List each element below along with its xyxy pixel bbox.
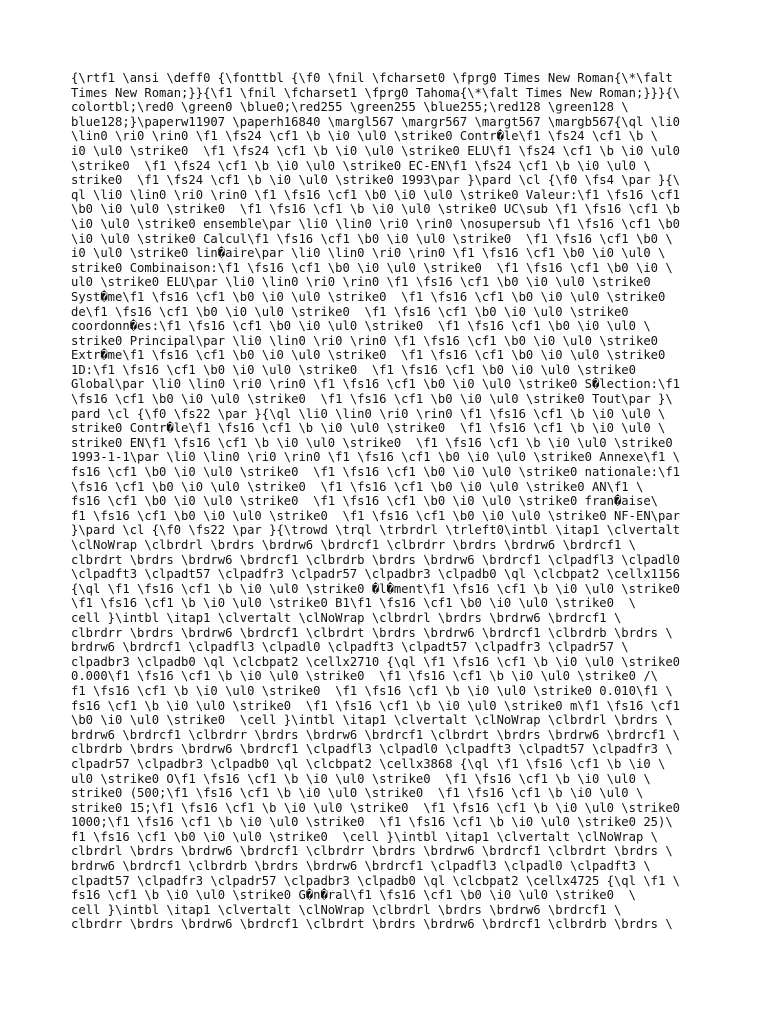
text-line: cell }\intbl \itap1 \clvertalt \clNoWrap \clbrdrl \brdrs \brdrw6 \brdrcf1 \ xyxy=(71,610,622,625)
text-line: clpadr57 \clpadbr3 \clpadb0 \ql \clcbpat2 \cellx3868 {\ql \f1 \fs16 \cf1 \b \i0 \ xyxy=(71,756,666,771)
text-line: 1993-1-1\par \li0 \lin0 \ri0 \rin0 \f1 \fs16 \cf1 \b0 \i0 \ul0 \strike0 Annexe\f1 \ xyxy=(71,450,681,465)
text-line: i0 \ul0 \strike0 \f1 \fs24 \cf1 \b \i0 \ul0 \strike0 ELU\f1 \fs24 \cf1 \b \i0 \ul0 xyxy=(71,143,681,158)
text-line: strike0 15;\f1 \fs16 \cf1 \b \i0 \ul0 \strike0 \f1 \fs16 \cf1 \b \i0 \ul0 \strike0 xyxy=(71,800,681,815)
text-line: strike0 (500;\f1 \fs16 \cf1 \b \i0 \ul0 \strike0 \f1 \fs16 \cf1 \b \i0 \ul0 \ xyxy=(71,786,644,801)
text-line: brdrw6 \brdrcf1 \clbrdrb \brdrs \brdrw6 \brdrcf1 \clpadfl3 \clpadl0 \clpadft3 \ xyxy=(71,859,651,874)
text-line: \clpadft3 \clpadt57 \clpadfr3 \clpadr57 \clpadbr3 \clpadb0 \ql \clcbpat2 \cellx1156 xyxy=(71,567,681,582)
text-line: ul0 \strike0 ELU\par \li0 \lin0 \ri0 \rin0 \f1 \fs16 \cf1 \b0 \i0 \ul0 \strike0 xyxy=(71,275,651,290)
text-line: clbrdrb \brdrs \brdrw6 \brdrcf1 \clpadfl3 \clpadl0 \clpadft3 \clpadt57 \clpadfr3 \ xyxy=(71,742,673,757)
text-line: Global\par \li0 \lin0 \ri0 \rin0 \f1 \fs16 \cf1 \b0 \i0 \ul0 \strike0 S�lection:\f1 xyxy=(71,377,681,392)
text-line: 1D:\f1 \fs16 \cf1 \b0 \i0 \ul0 \strike0 \f1 \fs16 \cf1 \b0 \i0 \ul0 \strike0 xyxy=(71,362,636,377)
text-line: ql \li0 \lin0 \ri0 \rin0 \f1 \fs16 \cf1 \b0 \i0 \ul0 \strike0 Valeur:\f1 \fs16 \cf1 xyxy=(71,187,681,202)
text-line: \b0 \i0 \ul0 \strike0 \f1 \fs16 \cf1 \b \i0 \ul0 \strike0 UC\sub \f1 \fs16 \cf1 \b xyxy=(71,202,681,217)
text-line: Extr�me\f1 \fs16 \cf1 \b0 \i0 \ul0 \strike0 \f1 \fs16 \cf1 \b0 \i0 \ul0 \strike0 xyxy=(71,348,666,363)
text-line: \fs16 \cf1 \b0 \i0 \ul0 \strike0 \f1 \fs16 \cf1 \b0 \i0 \ul0 \strike0 Tout\par }\ xyxy=(71,392,673,407)
text-line: \fs16 \cf1 \b0 \i0 \ul0 \strike0 \f1 \fs16 \cf1 \b0 \i0 \ul0 \strike0 AN\f1 \ xyxy=(71,479,644,494)
text-line: {\ql \f1 \fs16 \cf1 \b \i0 \ul0 \strike0 �l�ment\f1 \fs16 \cf1 \b \i0 \ul0 \strike0 xyxy=(71,581,681,596)
text-line: clpadbr3 \clpadb0 \ql \clcbpat2 \cellx2710 {\ql \f1 \fs16 \cf1 \b \i0 \ul0 \strike0 xyxy=(71,654,681,669)
text-line: fs16 \cf1 \b0 \i0 \ul0 \strike0 \f1 \fs16 \cf1 \b0 \i0 \ul0 \strike0 nationale:\f1 xyxy=(71,465,681,480)
text-line: \f1 \fs16 \cf1 \b \i0 \ul0 \strike0 B1\f1 \fs16 \cf1 \b0 \i0 \ul0 \strike0 \ xyxy=(71,596,636,611)
text-line: ul0 \strike0 O\f1 \fs16 \cf1 \b \i0 \ul0 \strike0 \f1 \fs16 \cf1 \b \i0 \ul0 \ xyxy=(71,771,651,786)
text-line: blue128;}\paperw11907 \paperh16840 \margl567 \margr567 \margt567 \margb567{\ql \li0 xyxy=(71,114,681,129)
text-line: clbrdrt \brdrs \brdrw6 \brdrcf1 \clbrdrb \brdrs \brdrw6 \brdrcf1 \clpadfl3 \clpadl0 xyxy=(71,552,681,567)
text-line: Syst�me\f1 \fs16 \cf1 \b0 \i0 \ul0 \strike0 \f1 \fs16 \cf1 \b0 \i0 \ul0 \strike0 xyxy=(71,289,666,304)
text-line: \b0 \i0 \ul0 \strike0 \cell }\intbl \itap1 \clvertalt \clNoWrap \clbrdrl \brdrs \ xyxy=(71,713,673,728)
text-line: clpadt57 \clpadfr3 \clpadr57 \clpadbr3 \clpadb0 \ql \clcbpat2 \cellx4725 {\ql \f1 \ xyxy=(71,873,681,888)
text-line: colortbl;\red0 \green0 \blue0;\red255 \green255 \blue255;\red128 \green128 \ xyxy=(71,100,629,115)
text-line: f1 \fs16 \cf1 \b \i0 \ul0 \strike0 \f1 \fs16 \cf1 \b \i0 \ul0 \strike0 0.010\f1 \ xyxy=(71,683,673,698)
text-line: 0.000\f1 \fs16 \cf1 \b \i0 \ul0 \strike0 \f1 \fs16 \cf1 \b \i0 \ul0 \strike0 /\ xyxy=(71,669,658,684)
text-line: de\f1 \fs16 \cf1 \b0 \i0 \ul0 \strike0 \f1 \fs16 \cf1 \b0 \i0 \ul0 \strike0 xyxy=(71,304,629,319)
text-line: brdrw6 \brdrcf1 \clbrdrr \brdrs \brdrw6 \brdrcf1 \clbrdrt \brdrs \brdrw6 \brdrcf1 \ xyxy=(71,727,681,742)
text-line: \i0 \ul0 \strike0 Calcul\f1 \fs16 \cf1 \b0 \i0 \ul0 \strike0 \f1 \fs16 \cf1 \b0 \ xyxy=(71,231,673,246)
text-line: strike0 Contr�le\f1 \fs16 \cf1 \b \i0 \ul0 \strike0 \f1 \fs16 \cf1 \b \i0 \ul0 \ xyxy=(71,421,666,436)
text-line: f1 \fs16 \cf1 \b0 \i0 \ul0 \strike0 \f1 \fs16 \cf1 \b0 \i0 \ul0 \strike0 NF-EN\par xyxy=(71,508,681,523)
text-line: \lin0 \ri0 \rin0 \f1 \fs24 \cf1 \b \i0 \ul0 \strike0 Contr�le\f1 \fs24 \cf1 \b \ xyxy=(71,129,658,144)
text-line: strike0 Principal\par \li0 \lin0 \ri0 \rin0 \f1 \fs16 \cf1 \b0 \i0 \ul0 \strike0 xyxy=(71,333,658,348)
text-line: 1000;\f1 \fs16 \cf1 \b \i0 \ul0 \strike0 \f1 \fs16 \cf1 \b \i0 \ul0 \strike0 25)\ xyxy=(71,815,673,830)
text-line: cell }\intbl \itap1 \clvertalt \clNoWrap \clbrdrl \brdrs \brdrw6 \brdrcf1 \ xyxy=(71,902,622,917)
text-line: strike0 \f1 \fs24 \cf1 \b \i0 \ul0 \strike0 1993\par }\pard \cl {\f0 \fs4 \par }{\ xyxy=(71,173,681,188)
text-line: {\rtf1 \ansi \deff0 {\fonttbl {\f0 \fnil \fcharset0 \fprg0 Times New Roman{\*\falt xyxy=(71,71,673,85)
text-line: \clNoWrap \clbrdrl \brdrs \brdrw6 \brdrcf1 \clbrdrr \brdrs \brdrw6 \brdrcf1 \ xyxy=(71,538,636,552)
text-line: coordonn�es:\f1 \fs16 \cf1 \b0 \i0 \ul0 \strike0 \f1 \fs16 \cf1 \b0 \i0 \ul0 \ xyxy=(71,319,651,334)
text-line: fs16 \cf1 \b \i0 \ul0 \strike0 \f1 \fs16 \cf1 \b \i0 \ul0 \strike0 m\f1 \fs16 \cf1 xyxy=(71,698,681,713)
text-line: brdrw6 \brdrcf1 \clpadfl3 \clpadl0 \clpadft3 \clpadt57 \clpadfr3 \clpadr57 \ xyxy=(71,640,629,655)
text-line: \i0 \ul0 \strike0 ensemble\par \li0 \lin0 \ri0 \rin0 \nosupersub \f1 \fs16 \cf1 \b0 xyxy=(71,216,681,231)
text-line: pard \cl {\f0 \fs22 \par }{\ql \li0 \lin0 \ri0 \rin0 \f1 \fs16 \cf1 \b \i0 \ul0 \ xyxy=(71,406,666,421)
text-line: strike0 Combinaison:\f1 \fs16 \cf1 \b0 \i0 \ul0 \strike0 \f1 \fs16 \cf1 \b0 \i0 \ xyxy=(71,260,673,275)
text-line: \strike0 \f1 \fs24 \cf1 \b \i0 \ul0 \strike0 EC-EN\f1 \fs24 \cf1 \b \i0 \ul0 \ xyxy=(71,158,651,173)
text-line: fs16 \cf1 \b0 \i0 \ul0 \strike0 \f1 \fs16 \cf1 \b0 \i0 \ul0 \strike0 fran�aise\ xyxy=(71,494,658,509)
text-line: clbrdrr \brdrs \brdrw6 \brdrcf1 \clbrdrt \brdrs \brdrw6 \brdrcf1 \clbrdrb \brdrs \ xyxy=(71,917,673,932)
text-line: fs16 \cf1 \b \i0 \ul0 \strike0 G�n�ral\f1 \fs16 \cf1 \b0 \i0 \ul0 \strike0 \ xyxy=(71,888,636,903)
text-line: }\pard \cl {\f0 \fs22 \par }{\trowd \trql \trbrdrl \trleft0\intbl \itap1 \clvertalt xyxy=(71,523,681,538)
text-line: f1 \fs16 \cf1 \b0 \i0 \ul0 \strike0 \cell }\intbl \itap1 \clvertalt \clNoWrap \ xyxy=(71,829,658,844)
text-line: clbrdrr \brdrs \brdrw6 \brdrcf1 \clbrdrt \brdrs \brdrw6 \brdrcf1 \clbrdrb \brdrs \ xyxy=(71,625,673,640)
text-line: Times New Roman;}}{\f1 \fnil \fcharset1 \fprg0 Tahoma{\*\falt Times New Roman;}}}{\ xyxy=(71,85,681,100)
text-line: strike0 EN\f1 \fs16 \cf1 \b \i0 \ul0 \strike0 \f1 \fs16 \cf1 \b \i0 \ul0 \strike0 xyxy=(71,435,673,450)
text-line: clbrdrl \brdrs \brdrw6 \brdrcf1 \clbrdrr \brdrs \brdrw6 \brdrcf1 \clbrdrt \brdrs \ xyxy=(71,844,673,859)
rtf-source-text xyxy=(71,71,761,932)
text-line: i0 \ul0 \strike0 lin�aire\par \li0 \lin0 \ri0 \rin0 \f1 \fs16 \cf1 \b0 \i0 \ul0 \ xyxy=(71,246,666,261)
